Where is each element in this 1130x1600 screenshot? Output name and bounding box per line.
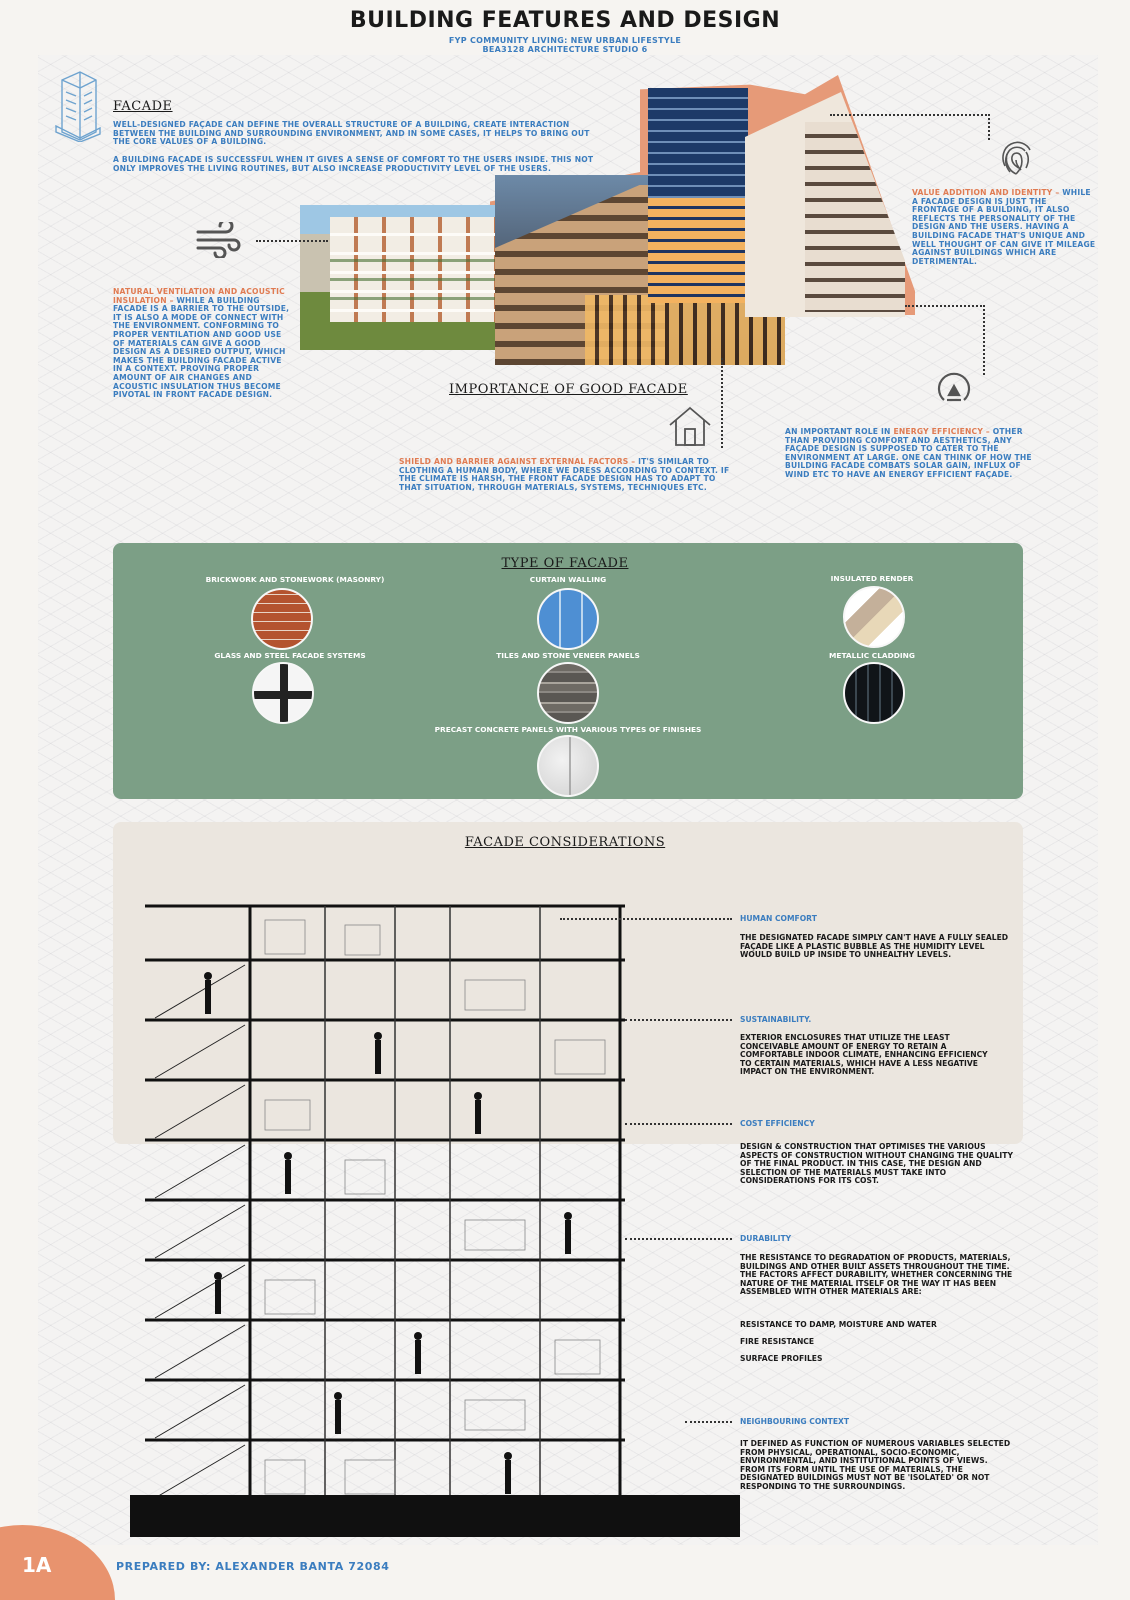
swatch-render: [843, 586, 905, 648]
wind-connector: [256, 240, 328, 242]
wind-icon: [196, 222, 242, 258]
type-label-curtain: CURTAIN WALLING: [529, 575, 607, 584]
energy-connector-v: [983, 305, 985, 375]
swatch-curtain: [537, 588, 599, 650]
consideration-title-comfort: HUMAN COMFORT: [740, 914, 817, 923]
consideration-title-durability: DURABILITY: [740, 1234, 792, 1243]
consideration-body-sustainability: EXTERIOR ENCLOSURES THAT UTILIZE THE LEAST CONCEIVABLE AMOUNT OF ENERGY TO RETAIN A COMFORTABLE INDOOR CLIMATE, ENHANCING EFFICIENCY TO CERTAIN MATERIALS, WHICH HAVE A LESS NEGATIVE IMPACT ON THE ENVIRONMENT.: [740, 1033, 988, 1077]
type-label-render: INSULATED RENDER: [830, 574, 914, 583]
home-icon: [668, 405, 712, 447]
importance-heading: IMPORTANCE OF GOOD FACADE: [449, 382, 688, 397]
energy-text: AN IMPORTANT ROLE IN ENERGY EFFICIENCY – OTHER THAN PROVIDING COMFORT AND AESTHETICS, ANY FAÇADE DESIGN IS SUPPOSED TO CATER TO THE ENVIRONMENT AT LARGE. ONE CAN THINK OF HOW THE BUILDING FACADE COMBATS SOLAR GAIN, INFLUX OF WIND ETC TO HAVE AN ENERGY EFFICIENT FAÇADE.: [785, 427, 1032, 479]
consideration-body-cost: DESIGN & CONSTRUCTION THAT OPTIMISES THE VARIOUS ASPECTS OF CONSTRUCTION WITHOUT CHANGING THE QUALITY OF THE FINAL PRODUCT. IN THIS CASE, THE DESIGN AND SELECTION OF THE MATERIALS MUST TAKE INTO CONSIDERATIONS FOR ITS COST.: [740, 1142, 1013, 1186]
connector-context: [685, 1421, 732, 1423]
prepared-by: PREPARED BY: ALEXANDER BANTA 72084: [116, 1560, 390, 1573]
glass-tower-photo: [648, 88, 748, 303]
connector-comfort: [560, 918, 732, 920]
apartment-photo: [300, 205, 500, 350]
subtitle-line1: FYP COMMUNITY LIVING: NEW URBAN LIFESTYLE: [448, 36, 682, 45]
swatch-masonry: [251, 588, 313, 650]
type-label-masonry: BRICKWORK AND STONEWORK (MASONRY): [205, 575, 385, 584]
swatch-metallic: [843, 662, 905, 724]
consideration-body-context: IT DEFINED AS FUNCTION OF NUMEROUS VARIABLES SELECTED FROM PHYSICAL, OPERATIONAL, SOCIO-ECONOMIC, ENVIRONMENTAL, AND INSTITUTIONAL POINTS OF VIEWS. FROM ITS FORM UNTIL THE USE OF MATERIALS, THE DESIGNATED BUILDINGS MUST NOT BE 'ISOLATED' OR NOT RESPONDING TO THE SURROUNDINGS.: [740, 1439, 1011, 1491]
energy-connector-h: [905, 305, 985, 307]
considerations-heading: FACADE CONSIDERATIONS: [464, 835, 666, 850]
section-drawing: [145, 900, 625, 1535]
durability-list-1: RESISTANCE TO DAMP, MOISTURE AND WATER: [740, 1320, 937, 1329]
type-label-metallic: METALLIC CLADDING: [829, 651, 915, 660]
shield-connector: [721, 358, 723, 448]
connector-durability: [625, 1238, 732, 1240]
facade-para2: A BUILDING FAÇADE IS SUCCESSFUL WHEN IT GIVES A SENSE OF COMFORT TO THE USERS INSIDE. THIS NOT ONLY IMPROVES THE LIVING ROUTINES, BUT ALSO INCREASE PRODUCTIVITY LEVEL OF THE USERS.: [113, 155, 594, 173]
consideration-body-durability: THE RESISTANCE TO DEGRADATION OF PRODUCTS, MATERIALS, BUILDINGS AND OTHER BUILT ASSETS THROUGHOUT THE TIME. THE FACTORS AFFECT DURABILITY, WHETHER CONCERNING THE NATURE OF THE MATERIAL ITSELF OR THE WAY IT HAS BEEN ASSEMBLED WITH OTHER MATERIALS ARE:: [740, 1253, 1013, 1297]
building-icon: [54, 70, 102, 142]
subtitle-line2: BEA3128 ARCHITECTURE STUDIO 6: [482, 45, 648, 54]
ventilation-text: NATURAL VENTILATION AND ACOUSTIC INSULATION – WHILE A BUILDING FACADE IS A BARRIER TO THE OUTSIDE, IT IS ALSO A MODE OF CONNECT WITH THE ENVIRONMENT. CONFORMING TO PROPER VENTILATION AND GOOD USE OF MATERIALS CAN GIVE A GOOD DESIGN AS A DESIRED OUTPUT, WHICH MAKES THE BUILDING FACADE ACTIVE IN A CONTEXT. PROVING PROPER AMOUNT OF AIR CHANGES AND ACOUSTIC INSULATION THUS BECOME PIVOTAL IN FRONT FACADE DESIGN.: [113, 287, 290, 400]
swatch-glass-steel: [252, 662, 314, 724]
value-connector-v: [988, 114, 990, 140]
durability-list-2: FIRE RESISTANCE: [740, 1337, 815, 1346]
shield-text: SHIELD AND BARRIER AGAINST EXTERNAL FACTORS – IT'S SIMILAR TO CLOTHING A HUMAN BODY, WHERE WE DRESS ACCORDING TO CONTEXT. IF THE CLIMATE IS HARSH, THE FRONT FACADE DESIGN HAS TO ADAPT TO THAT SITUATION, THROUGH MATERIALS, SYSTEMS, TECHNIQUES ETC.: [399, 457, 730, 492]
type-label-tiles: TILES AND STONE VENEER PANELS: [496, 651, 640, 660]
page-title: BUILDING FEATURES AND DESIGN: [349, 8, 781, 33]
fingerprint-icon: [997, 140, 1035, 178]
durability-list-3: SURFACE PROFILES: [740, 1354, 823, 1363]
connector-cost: [625, 1123, 732, 1125]
swatch-precast: [537, 735, 599, 797]
connector-sustainability: [625, 1019, 732, 1021]
type-label-precast: PRECAST CONCRETE PANELS WITH VARIOUS TYPES OF FINISHES: [434, 725, 702, 734]
value-text: VALUE ADDITION AND IDENTITY – WHILE A FACADE DESIGN IS JUST THE FRONTAGE OF A BUILDING, IT ALSO REFLECTS THE PERSONALITY OF THE DESIGN AND THE USERS. HAVING A BUILDING FACADE THAT'S UNIQUE AND WELL THOUGHT OF CAN GIVE IT MILEAGE AGAINST BUILDINGS WHICH ARE DETRIMENTAL.: [912, 188, 1096, 266]
swatch-tiles: [537, 662, 599, 724]
consideration-title-cost: COST EFFICIENCY: [740, 1119, 815, 1128]
consideration-body-comfort: THE DESIGNATED FACADE SIMPLY CAN'T HAVE A FULLY SEALED FAÇADE LIKE A PLASTIC BUBBLE AS THE HUMIDITY LEVEL WOULD BUILD UP INSIDE TO UNHEALTHY LEVELS.: [740, 933, 1009, 960]
consideration-title-sustainability: SUSTAINABILITY.: [740, 1015, 812, 1024]
type-label-glass-steel: GLASS AND STEEL FACADE SYSTEMS: [214, 651, 366, 660]
value-connector-h: [830, 114, 990, 116]
facade-para1: WELL-DESIGNED FAÇADE CAN DEFINE THE OVERALL STRUCTURE OF A BUILDING, CREATE INTERACTION BETWEEN THE BUILDING AND SURROUNDING ENVIRONMENT, AND IN SOME CASES, IT HELPS TO BRING OUT THE CORE VALUES OF A BUILDING.: [113, 120, 590, 147]
facade-heading: FACADE: [113, 99, 173, 114]
energy-gauge-icon: [935, 370, 973, 408]
consideration-title-context: NEIGHBOURING CONTEXT: [740, 1417, 850, 1426]
page-number: 1A: [22, 1553, 52, 1577]
types-heading: TYPE OF FACADE: [501, 556, 629, 571]
section-ground: [130, 1495, 740, 1537]
